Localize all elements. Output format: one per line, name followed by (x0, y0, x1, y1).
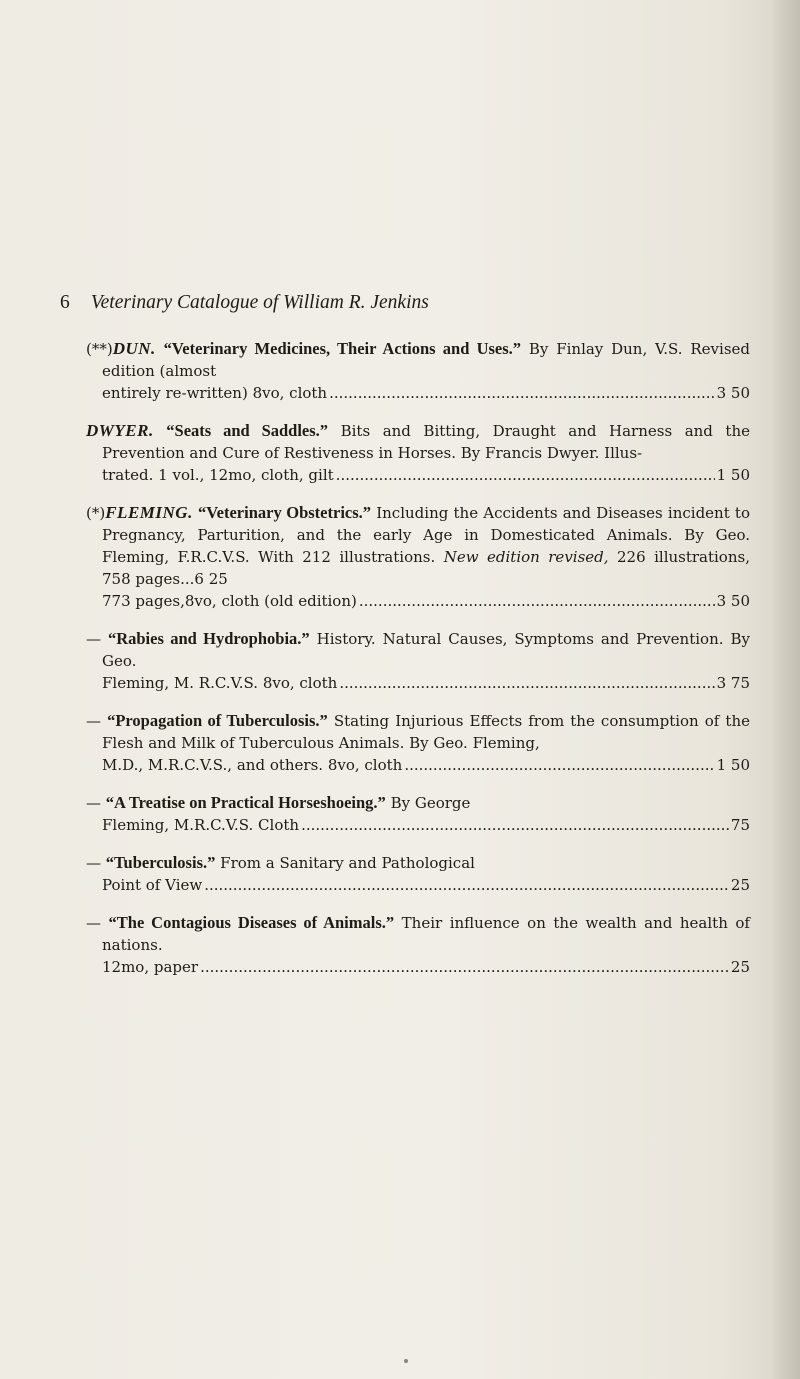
entry-prefix: — (86, 854, 101, 872)
entry-price: 3 75 (716, 674, 750, 692)
entry-price: 25 (730, 876, 750, 894)
entry-binding: 12mo, paper (102, 958, 199, 976)
catalogue-entry-tuberculosis (86, 852, 750, 896)
catalogue-entry-rabies (86, 628, 750, 694)
entry-price-line (102, 814, 750, 836)
entry-binding: Fleming, M. R.C.V.S. 8vo, cloth (102, 674, 338, 692)
entry-binding: entirely re-written) 8vo, cloth (102, 384, 328, 402)
entry-price-line (102, 874, 750, 896)
entry-prefix: (*) (86, 504, 106, 522)
entry-title: “Tuberculosis.” (105, 853, 216, 872)
page-number: 6 (60, 292, 70, 313)
entry-price: 25 (730, 958, 750, 976)
entry-price-line (102, 590, 750, 612)
entry-prefix: — (86, 712, 101, 730)
entry-price: 1 50 (716, 466, 750, 484)
entry-price-line (102, 956, 750, 978)
entry-binding: 773 pages,8vo, cloth (old edition) (102, 592, 357, 610)
entry-title: “A Treatise on Practical Horseshoeing.” (105, 793, 386, 812)
dot-leader (204, 874, 729, 896)
entry-title: “Veterinary Obstetrics.” (198, 503, 372, 522)
entry-title: “Seats and Saddles.” (166, 421, 329, 440)
printer-dot-mark (404, 1359, 408, 1363)
entry-description: Including the Accidents and Diseases incident to Pregnancy, Parturition, and the early Age in Domesticated Animals. By Geo. Fleming, F.R.C.V.S. With 212 illustrations. (102, 504, 750, 566)
running-header (60, 292, 760, 314)
catalogue-entry-propagation (86, 710, 750, 776)
entry-title: “Propagation of Tuberculosis.” (107, 711, 328, 730)
entry-description: History. Natural Causes, Symptoms and Prevention. By Geo. (102, 630, 750, 670)
entry-binding: Point of View (102, 876, 203, 894)
entry-edition-detail: 226 illustrations, 758 pages...6 25 (102, 548, 750, 588)
entry-binding: trated. 1 vol., 12mo, cloth, gilt (102, 466, 334, 484)
entry-price: 75 (730, 816, 750, 834)
catalogue-entry-fleming-obstetrics (86, 502, 750, 612)
entry-edition-note: New edition revised, (443, 548, 609, 566)
dot-leader (200, 956, 729, 978)
entry-title: “The Contagious Diseases of Animals.” (108, 913, 395, 932)
entry-price-line (102, 672, 750, 694)
entry-price: 3 50 (716, 592, 750, 610)
entry-price: 1 50 (716, 756, 750, 774)
entry-author: FLEMING. (105, 503, 193, 522)
entry-description: By Finlay Dun, V.S. Revised edition (almost (102, 340, 750, 380)
page-edge-shadow (770, 0, 800, 1379)
catalogue-entry-dun (86, 338, 750, 404)
dot-leader (404, 754, 714, 776)
catalogue-entry-contagious-diseases (86, 912, 750, 978)
entry-binding: Fleming, M.R.C.V.S. Cloth (102, 816, 300, 834)
catalogue-entries (86, 338, 750, 994)
entry-binding: M.D., M.R.C.V.S., and others. 8vo, cloth (102, 756, 403, 774)
entry-description: From a Sanitary and Pathological (220, 854, 475, 872)
entry-price-line (102, 754, 750, 776)
running-title: Veterinary Catalogue of William R. Jenkins (90, 292, 429, 313)
entry-description: Stating Injurious Effects from the consumption of the Flesh and Milk of Tuberculous Animals. By Geo. Fleming, (102, 712, 750, 752)
dot-leader (301, 814, 729, 836)
entry-title: “Rabies and Hydrophobia.” (107, 629, 310, 648)
entry-prefix: — (86, 794, 101, 812)
entry-prefix: — (86, 914, 101, 932)
dot-leader (329, 382, 715, 404)
entry-title: “Veterinary Medicines, Their Actions and Uses.” (163, 339, 522, 358)
entry-description: By George (390, 794, 471, 812)
dot-leader (336, 464, 715, 486)
entry-price: 3 50 (716, 384, 750, 402)
entry-description: Bits and Bitting, Draught and Harness and the Prevention and Cure of Restiveness in Horses. By Francis Dwyer. Illus- (102, 422, 750, 462)
entry-description: Their influence on the wealth and health of nations. (102, 914, 750, 954)
dot-leader (359, 590, 715, 612)
entry-author: DUN. (112, 339, 156, 358)
entry-author: DWYER. (86, 421, 154, 440)
entry-prefix: (**) (86, 340, 113, 358)
catalogue-entry-horseshoeing (86, 792, 750, 836)
entry-price-line (102, 382, 750, 404)
entry-price-line (102, 464, 750, 486)
entry-prefix: — (86, 630, 101, 648)
dot-leader (339, 672, 714, 694)
catalogue-entry-dwyer (86, 420, 750, 486)
